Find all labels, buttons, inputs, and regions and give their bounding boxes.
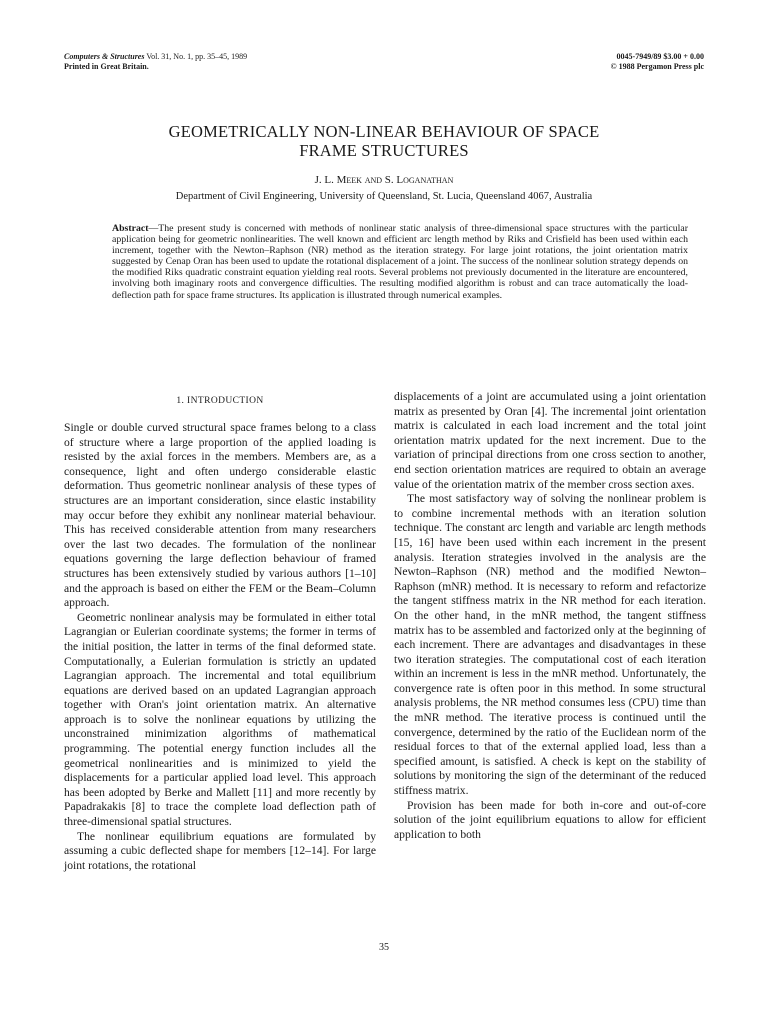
abstract — [112, 223, 688, 301]
page-number: 35 — [379, 942, 389, 953]
abstract-label: Abstract — [112, 223, 149, 234]
paper-title-line-1: GEOMETRICALLY NON-LINEAR BEHAVIOUR OF SPACE — [168, 122, 600, 141]
right-column — [394, 390, 706, 842]
paper-title-line-2: FRAME STRUCTURES — [299, 141, 469, 160]
article-code: 0045-7949/89 $3.00 + 0.00 — [616, 52, 704, 61]
copyright-notice: © 1988 Pergamon Press plc — [610, 62, 704, 71]
left-column — [64, 390, 376, 873]
running-header-left — [64, 52, 247, 72]
journal-name: Computers & Structures — [64, 52, 145, 61]
body-paragraph: Provision has been made for both in-core and out-of-core solution of the joint equilibrium equations to allow for efficient application to both — [394, 798, 706, 841]
body-paragraph: displacements of a joint are accumulated using a joint orientation matrix as presented by Oran [4]. The incremental joint orientation matrix is calculated in each load increment and the total joint orientation matrix updated for the next increment. Due to the variation of principal directions from one cross section to another, end section orientation matrices are required to obtain an average value of the orientation matrix of the member cross section axes. — [394, 390, 706, 491]
abstract-text: —The present study is concerned with methods of nonlinear static analysis of three-dimensional space structures with the particular application being for geometric nonlinearities. The well known and efficient arc length method by Riks and Crisfield has been used within each increment, together with the Newton–Raphson (NR) method as the iteration strategy. For large joint rotations, the joint orientation matrix suggested by Cenap Oran has been used to update the rotational displacement of a joint. The success of the nonlinear solution strategy depends on the modified Riks quadratic constraint equation yielding real roots. Several problems not previously documented in the literature are encountered, involving both imaginary roots and convergence difficulties. The resulting modified algorithm is robust and can trace automatically the load-deflection path for space frame structures. Its application is illustrated through numerical examples. — [112, 223, 688, 301]
paper-title — [64, 122, 704, 160]
authors: J. L. Meek and S. Loganathan — [314, 174, 454, 186]
body-paragraph: Single or double curved structural space frames belong to a class of structure where a large proportion of the applied loading is resisted by the axial forces in the members. Members are, as a consequence, light and often undergo considerable elastic deformation. Thus geometric nonlinear analysis of these types of structures are an important consideration, since elastic instability may occur before they exhibit any nonlinear material behaviour. This has received considerable attention from many researchers over the last two decades. The formulation of the nonlinear equations governing the large deflection behaviour of framed structures has been extensively studied by various authors [1–10] and the approach is based on either the FEM or the Beam–Column approach. — [64, 421, 376, 610]
body-paragraph: The most satisfactory way of solving the nonlinear problem is to combine incremental methods with an iteration solution technique. The constant arc length and variable arc length methods [15, 16] have been used within each increment in the present analysis. Iteration strategies involved in the analysis are the Newton–Raphson (NR) method and the modified Newton–Raphson (mNR) method. It is necessary to reform and refactorize the tangent stiffness matrix in the NR method for each iteration. On the other hand, in the mNR method, the tangent stiffness matrix has to be assembled and factorized only at the beginning of each increment. There are advantages and disadvantages in these two iteration strategies. The computational cost of each iteration within an increment is less in the mNR method. Unfortunately, the convergence rate is often poor in this method. In some structural analysis problems, the NR method consumes less (CPU) time than the mNR method. The iterative process is continued until the convergence, determined by the ratio of the Euclidean norm of the residual forces to that of the external applied load, less than a specified amount, is satisfied. A check is kept on the stability of solutions by monitoring the sign of the determinant of the reduced stiffness matrix. — [394, 492, 706, 798]
section-heading: 1. INTRODUCTION — [176, 396, 264, 406]
body-paragraph: Geometric nonlinear analysis may be formulated in either total Lagrangian or Eulerian coordinate systems; the former in terms of the initial position, the latter in terms of the final deformed state. Computationally, a Eulerian formulation is strictly an updated Lagrangian approach. The incremental and total equilibrium equations are derived based on an updated Lagrangian approach together with Oran's joint orientation matrix. An alternative approach is to solve the nonlinear equations by utilizing the unconstrained minimization algorithms of mathematical programming. The potential energy function includes all the geometrical nonlinearities and is minimized to yield the displacements for a particular applied load level. This approach has been adopted by Berke and Mallett [11] and more recently by Papadrakakis [8] to trace the complete load deflection path of three-dimensional spatial structures. — [64, 610, 376, 829]
running-header-right — [611, 52, 704, 72]
printed-note: Printed in Great Britain. — [64, 62, 149, 71]
journal-citation: Vol. 31, No. 1, pp. 35–45, 1989 — [144, 52, 248, 61]
body-paragraph: The nonlinear equilibrium equations are formulated by assuming a cubic deflected shape for members [12–14]. For large joint rotations, the rotational — [64, 829, 376, 872]
affiliation: Department of Civil Engineering, University of Queensland, St. Lucia, Queensland 4067, Australia — [175, 191, 593, 202]
